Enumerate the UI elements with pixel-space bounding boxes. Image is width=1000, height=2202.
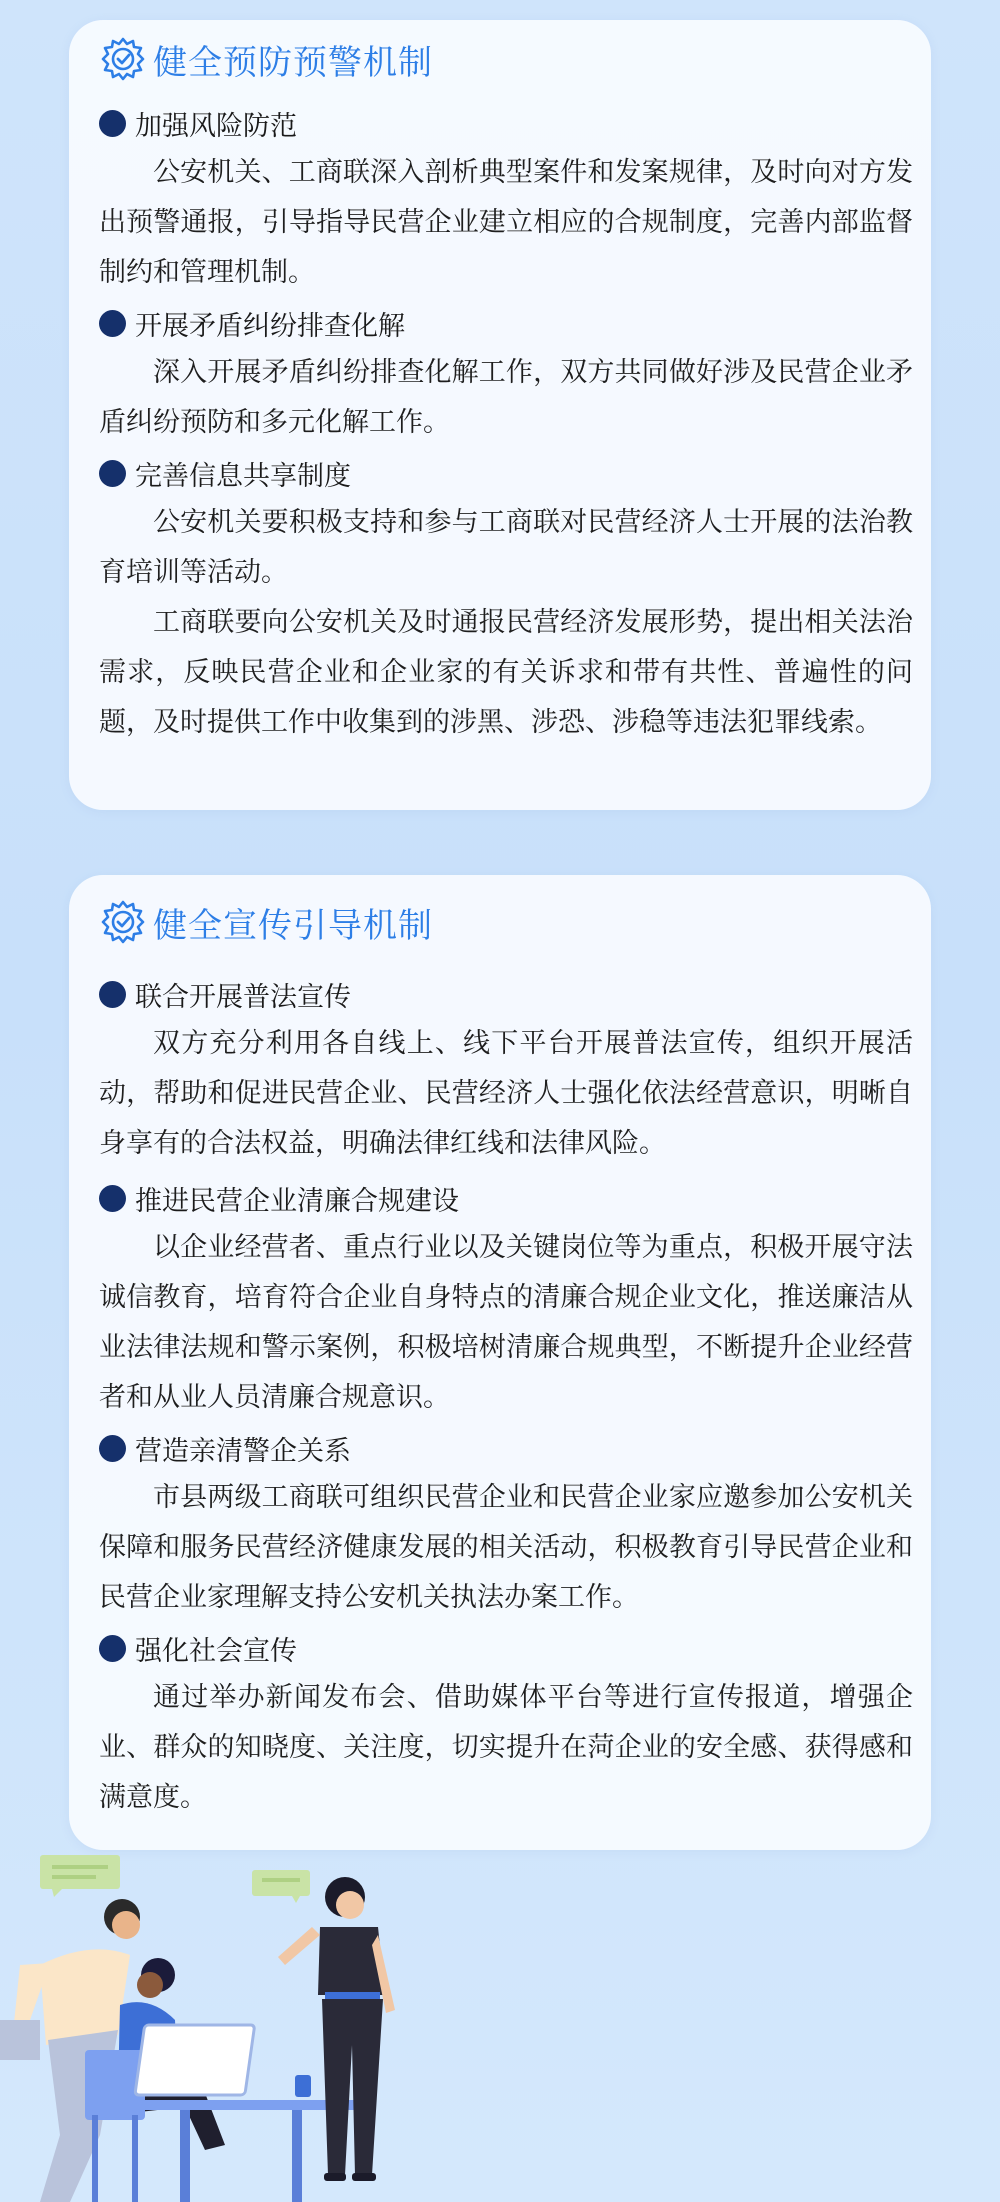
paragraph: 深入开展矛盾纠纷排查化解工作，双方共同做好涉及民营企业矛盾纠纷预防和多元化解工作。: [99, 357, 913, 438]
paragraph: 工商联要向公安机关及时通报民营经济发展形势，提出相关法治需求，反映民营企业和企业家的有关诉求和带有共性、普遍性的问题，及时提供工作中收集到的涉黑、涉恐、涉稳等违法犯罪线索。: [99, 607, 913, 738]
bullet-heading-text: 营造亲清警企关系: [135, 1435, 351, 1467]
section-title: 健全预防预警机制: [153, 42, 433, 83]
bullet-heading: [99, 298, 913, 348]
bullet-heading-text: 推进民营企业清廉合规建设: [135, 1185, 459, 1217]
bullet-heading: [99, 1623, 913, 1673]
gear-check-icon: [99, 35, 147, 83]
section-header: [99, 20, 913, 98]
bullet-dot-icon: [99, 460, 126, 487]
bullet-dot-icon: [99, 981, 126, 1008]
office-people-illustration: [0, 1845, 460, 2202]
paragraph: 以企业经营者、重点行业以及关键岗位等为重点，积极开展守法诚信教育，培育符合企业自身特点的清廉合规企业文化，推送廉洁从业法律法规和警示案例，积极培树清廉合规典型，不断提升企业经营者和从业人员清廉合规意识。: [99, 1232, 913, 1413]
bullet-heading-text: 联合开展普法宣传: [135, 981, 351, 1013]
section-card-prevention: [69, 20, 931, 810]
bullet-heading-text: 开展矛盾纠纷排查化解: [135, 310, 405, 342]
bullet-heading: [99, 448, 913, 498]
speech-bubble-icon: [40, 1855, 120, 1897]
bullet-dot-icon: [99, 310, 126, 337]
bullet-heading: [99, 969, 913, 1019]
bullet-dot-icon: [99, 1185, 126, 1212]
paragraph: 通过举办新闻发布会、借助媒体平台等进行宣传报道，增强企业、群众的知晓度、关注度，切实提升在菏企业的安全感、获得感和满意度。: [99, 1682, 913, 1813]
paragraph: 公安机关、工商联深入剖析典型案件和发案规律，及时向对方发出预警通报，引导指导民营企业建立相应的合规制度，完善内部监督制约和管理机制。: [99, 157, 913, 288]
bullet-heading: [99, 1173, 913, 1223]
section-title: 健全宣传引导机制: [153, 905, 433, 946]
bullet-heading-text: 强化社会宣传: [135, 1635, 297, 1667]
speech-bubble-icon: [252, 1870, 310, 1903]
gear-check-icon: [99, 898, 147, 946]
bullet-dot-icon: [99, 1635, 126, 1662]
bullet-heading: [99, 1423, 913, 1473]
bullet-heading-text: 加强风险防范: [135, 110, 297, 142]
paragraph: 双方充分利用各自线上、线下平台开展普法宣传，组织开展活动，帮助和促进民营企业、民营经济人士强化依法经营意识，明晰自身享有的合法权益，明确法律红线和法律风险。: [99, 1028, 913, 1159]
section-header: [99, 875, 913, 969]
bullet-dot-icon: [99, 1435, 126, 1462]
bullet-heading-text: 完善信息共享制度: [135, 460, 351, 492]
paragraph: 市县两级工商联可组织民营企业和民营企业家应邀参加公安机关保障和服务民营经济健康发展的相关活动，积极教育引导民营企业和民营企业家理解支持公安机关执法办案工作。: [99, 1482, 913, 1613]
section-card-publicity: [69, 875, 931, 1850]
bullet-heading: [99, 98, 913, 148]
paragraph: 公安机关要积极支持和参与工商联对民营经济人士开展的法治教育培训等活动。: [99, 507, 913, 588]
bullet-dot-icon: [99, 110, 126, 137]
